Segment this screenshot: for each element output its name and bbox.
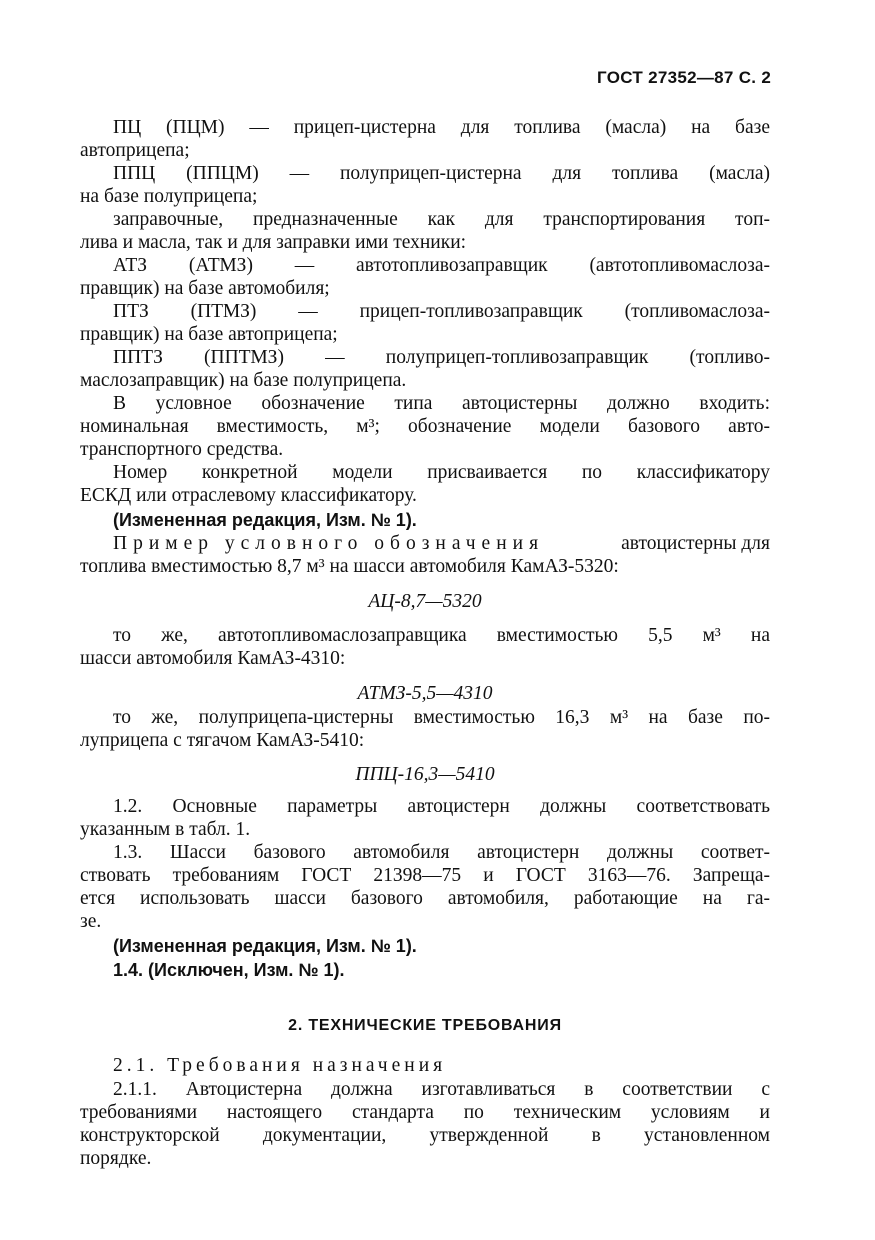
section-heading: 2. ТЕХНИЧЕСКИЕ ТРЕБОВАНИЯ (288, 1017, 562, 1034)
example-label-continuation: автоцистерны для (621, 533, 770, 554)
text-line: автоприцепа; (80, 140, 190, 161)
designation-example: АТМЗ-5,5—4310 (357, 683, 493, 704)
text-line: 1.2. Основные параметры автоцистерн должны соответствовать (113, 796, 770, 817)
example-label: Пример условного обозначения (113, 533, 545, 554)
example-intro-line (113, 532, 770, 556)
text-line: ППТЗ (ППТМЗ) — полуприцеп-топливозаправщик (топливо- (113, 347, 770, 368)
text-line: на базе полуприцепа; (80, 186, 258, 207)
text-line: 2.1.1. Автоцистерна должна изготавливаться в соответствии с (113, 1079, 770, 1100)
text-line: Номер конкретной модели присваивается по классификатору (113, 462, 770, 483)
text-line: требованиями настоящего стандарта по техническим условиям и (80, 1102, 770, 1123)
text-line: ется использовать шасси базового автомобиля, работающие на га- (80, 888, 770, 909)
text-line: правщик) на базе автомобиля; (80, 278, 330, 299)
text-line: ПТЗ (ПТМЗ) — прицеп-топливозаправщик (топливомаслоза- (113, 301, 770, 322)
text-line: заправочные, предназначенные как для транспортирования топ- (113, 209, 770, 230)
text-line: транспортного средства. (80, 439, 284, 460)
amendment-note: (Измененная редакция, Изм. № 1). (113, 510, 417, 530)
text-line: ствовать требованиям ГОСТ 21398—75 и ГОСТ 3163—76. Запреща- (80, 865, 770, 886)
text-line: правщик) на базе автоприцепа; (80, 324, 338, 345)
text-line: ЕСКД или отраслевому классификатору. (80, 485, 417, 506)
text-line: то же, полуприцепа-цистерны вместимостью 16,3 м³ на базе по- (113, 707, 770, 728)
text-line: ПЦ (ПЦМ) — прицеп-цистерна для топлива (масла) на базе (113, 117, 770, 138)
text-line: лива и масла, так и для заправки ими техники: (80, 232, 467, 253)
text-line: конструкторской документации, утвержденной в установленном (80, 1125, 770, 1146)
designation-example: АЦ-8,7—5320 (368, 591, 482, 612)
text-line: то же, автотопливомаслозаправщика вместимостью 5,5 м³ на (113, 625, 770, 646)
text-line: 1.3. Шасси базового автомобиля автоцистерн должны соответ- (113, 842, 770, 863)
designation-example: ППЦ-16,3—5410 (355, 764, 495, 785)
text-line: топлива вместимостью 8,7 м³ на шасси автомобиля КамАЗ-5320: (80, 556, 619, 577)
subsection-heading: 2.1. Требования назначения (113, 1055, 447, 1076)
text-line: порядке. (80, 1148, 152, 1169)
excluded-clause-note: 1.4. (Исключен, Изм. № 1). (113, 960, 345, 980)
document-header: ГОСТ 27352—87 С. 2 (597, 68, 772, 87)
text-line: зе. (80, 911, 102, 932)
text-line: АТЗ (АТМЗ) — автотопливозаправщик (автотопливомаслоза- (113, 255, 770, 276)
text-line: В условное обозначение типа автоцистерны должно входить: (113, 393, 770, 414)
amendment-note: (Измененная редакция, Изм. № 1). (113, 936, 417, 956)
text-line: шасси автомобиля КамАЗ-4310: (80, 648, 346, 669)
text-line: указанным в табл. 1. (80, 819, 251, 840)
text-line: маслозаправщик) на базе полуприцепа. (80, 370, 407, 391)
text-line: ППЦ (ППЦМ) — полуприцеп-цистерна для топлива (масла) (113, 163, 770, 184)
text-line: номинальная вместимость, м³; обозначение модели базового авто- (80, 416, 770, 437)
text-line: луприцепа с тягачом КамАЗ-5410: (80, 730, 365, 751)
